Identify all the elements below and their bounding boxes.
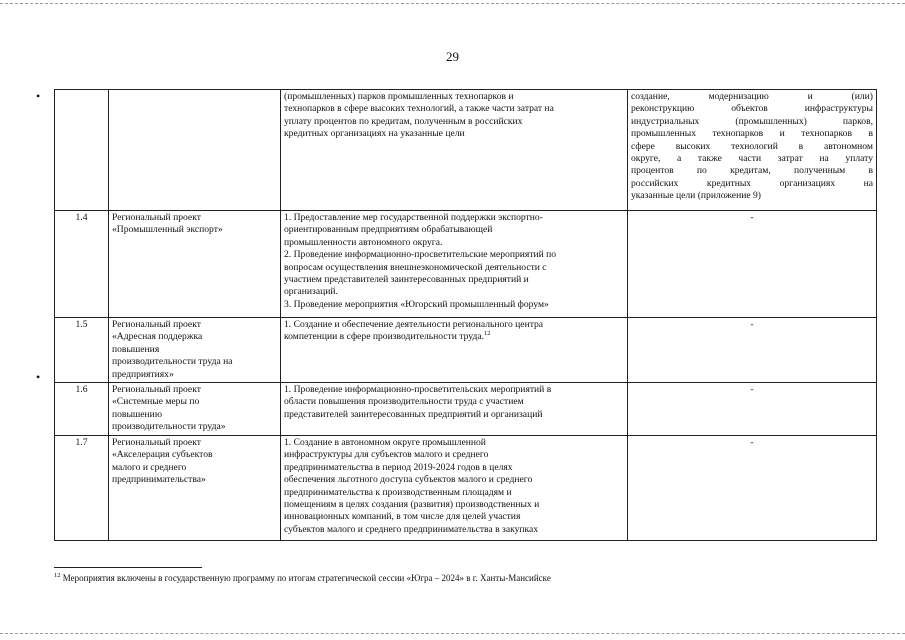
content-cell [281, 211, 628, 318]
table-row [55, 90, 877, 211]
reference-line: процентов по кредитам, полученным в [631, 165, 873, 177]
reference-line: округе, а также части затрат на уплату [631, 153, 873, 165]
content-line: субъектов малого и среднего предпринимательства в закупках [284, 523, 539, 535]
content-line: (промышленных) парков промышленных технопарков и [284, 91, 514, 102]
name-line: Региональный проект [112, 319, 201, 330]
table-row [55, 211, 877, 318]
table-row [55, 436, 877, 541]
footnote [54, 573, 551, 583]
reference-line: промышленных технопарков и технопарков в [631, 128, 873, 140]
name-line: Региональный проект [112, 212, 201, 223]
name-line: малого и среднего [112, 461, 187, 473]
footnote-reference: 12 [484, 330, 491, 338]
name-line: Региональный проект [112, 384, 201, 395]
reference-line: указанные цели (приложение 9) [631, 190, 761, 202]
name-line: «Промышленный экспорт» [112, 224, 223, 236]
name-line: Региональный проект [112, 437, 201, 448]
name-cell [109, 436, 281, 541]
content-line: области повышения производительности труда с участием [284, 396, 524, 408]
name-line: повышения [112, 343, 160, 355]
name-line: «Системные меры по [112, 396, 200, 408]
content-line: промышленности автономного округа. [284, 236, 443, 248]
content-cell [281, 318, 628, 383]
name-line: «Адресная поддержка [112, 331, 203, 343]
content-line: 2. Проведение информационно-просветительские мероприятий по [284, 249, 557, 261]
footnote-separator [54, 567, 202, 568]
page-bottom-edge [0, 633, 905, 634]
content-text: компетенции в сфере производительности труда. [284, 331, 484, 343]
content-line: 1. Предоставление мер государственной поддержки экспортно- [284, 212, 543, 223]
content-line [284, 331, 624, 343]
table-row [55, 318, 877, 383]
content-line: кредитных организациях на указанные цели [284, 128, 465, 140]
reference-line: сфере высоких технологий в автономном [631, 140, 873, 152]
name-line: производительности труда на [112, 356, 233, 368]
reference-line: реконструкцию объектов инфраструктуры [631, 103, 873, 115]
content-line: инфраструктуры для субъектов малого и среднего [284, 449, 489, 461]
name-line: повышению [112, 408, 162, 420]
row-number: 1.5 [55, 318, 109, 383]
page-number: 29 [446, 49, 459, 64]
margin-mark: • [36, 89, 41, 103]
reference-cell: - [628, 318, 877, 383]
name-cell [109, 90, 281, 211]
reference-cell [628, 90, 877, 211]
row-number: 1.7 [55, 436, 109, 541]
activities-table [54, 89, 877, 541]
content-line: предпринимательства к производственным площадям и [284, 486, 512, 498]
content-line: 1. Создание в автономном округе промышленной [284, 437, 486, 448]
content-line: организаций. [284, 286, 338, 298]
content-line: обеспечения льготного доступа субъектов малого и среднего [284, 474, 533, 486]
content-line: участием представителей заинтересованных предприятий и [284, 274, 529, 286]
reference-cell: - [628, 383, 877, 436]
content-line: предпринимательства в период 2019-2024 годов в целях [284, 461, 513, 473]
reference-cell: - [628, 211, 877, 318]
name-cell [109, 211, 281, 318]
name-line: «Акселерация субъектов [112, 449, 213, 461]
table-row [55, 383, 877, 436]
footnote-text: Мероприятия включены в государственную программу по итогам стратегической сессии «Югра – 2024» в г. Ханты-Мансийске [60, 573, 551, 583]
content-line: ориентированным предприятиям обрабатывающей [284, 224, 493, 236]
content-line: 3. Проведение мероприятия «Югорский промышленный форум» [284, 298, 549, 310]
name-cell [109, 383, 281, 436]
row-number: 1.4 [55, 211, 109, 318]
margin-mark: • [36, 370, 41, 384]
content-line: вопросам осуществления внешнеэкономической деятельности с [284, 261, 547, 273]
name-line: предприятиях» [112, 368, 174, 380]
reference-line: российских кредитных организациях на [631, 177, 873, 189]
row-number: 1.6 [55, 383, 109, 436]
content-line: помещениям в целях создания (развития) производственных и [284, 499, 540, 511]
reference-line: индустриальных (промышленных) парков, [631, 115, 873, 127]
reference-line: создание, модернизацию и (или) [631, 91, 873, 102]
name-line: предпринимательства» [112, 474, 206, 486]
content-line: технопарков в сфере высоких технологий, а также части затрат на [284, 103, 554, 115]
name-line: производительности труда» [112, 421, 226, 433]
number-cell [55, 90, 109, 211]
content-line: 1. Проведение информационно-просветительских мероприятий в [284, 384, 552, 395]
content-line: представителей заинтересованных предприятий и организаций [284, 408, 543, 420]
content-cell [281, 436, 628, 541]
content-line: инновационных компаний, в том числе для целей участия [284, 511, 521, 523]
reference-cell: - [628, 436, 877, 541]
content-cell [281, 90, 628, 211]
name-cell [109, 318, 281, 383]
content-line: 1. Создание и обеспечение деятельности регионального центра [284, 319, 544, 330]
page-top-edge [0, 3, 905, 4]
content-line: уплату процентов по кредитам, полученным в российских [284, 115, 523, 127]
content-cell [281, 383, 628, 436]
footnote-mark: 12 [54, 572, 61, 579]
